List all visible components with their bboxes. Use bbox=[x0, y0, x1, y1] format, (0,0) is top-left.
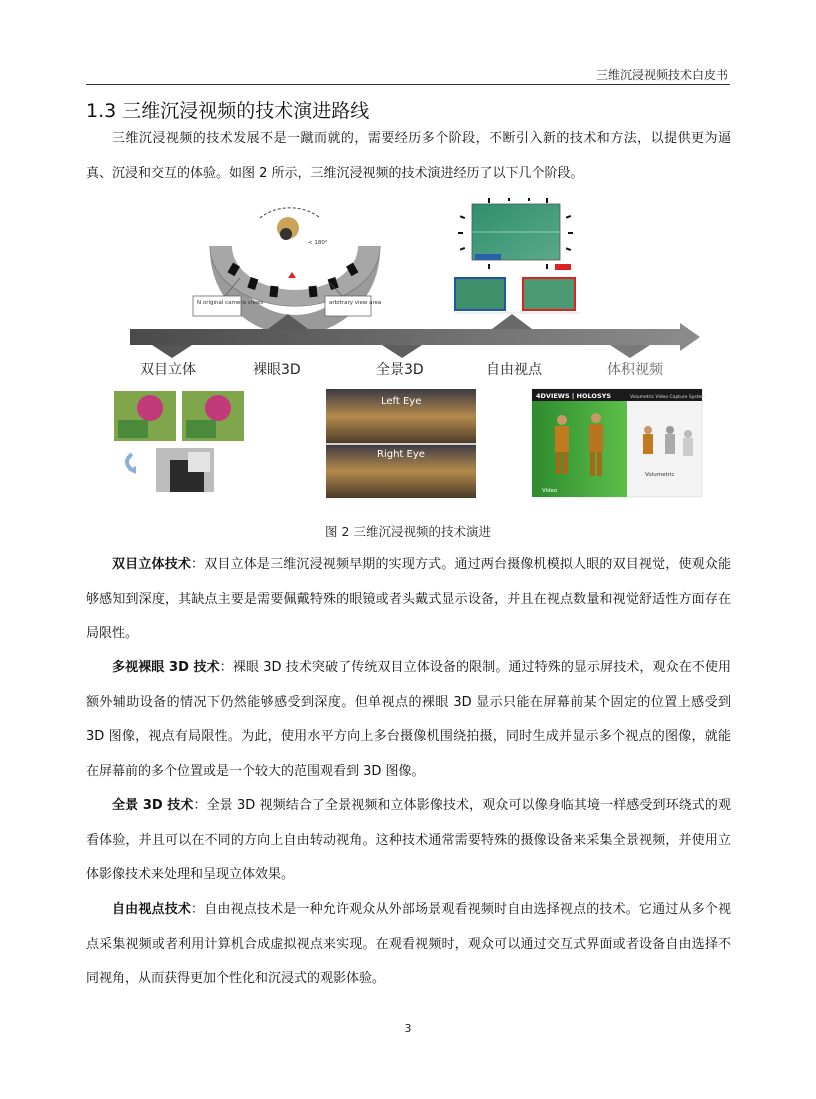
original-views-label: N original camera views bbox=[197, 300, 264, 306]
section-title: 1.3 三维沉浸视频的技术演进路线 bbox=[86, 100, 370, 122]
term-free-viewpoint: 自由视点技术 bbox=[112, 902, 192, 917]
term-naked-eye: 多视裸眼 3D 技术 bbox=[112, 660, 220, 675]
right-eye-label: Right Eye bbox=[377, 449, 425, 460]
stage-label-4: 自由视点 bbox=[486, 362, 542, 378]
evolution-figure bbox=[110, 198, 710, 504]
header-rule bbox=[86, 84, 730, 85]
free-viewpoint-inset bbox=[455, 198, 580, 313]
stage-labels bbox=[140, 361, 664, 378]
volumetric-label: Volumetric bbox=[645, 472, 675, 478]
paragraph-free-viewpoint bbox=[86, 893, 731, 997]
video-label: Video bbox=[542, 488, 558, 494]
term-binocular: 双目立体技术 bbox=[112, 557, 192, 572]
figure-caption: 图 2 三维沉浸视频的技术演进 bbox=[325, 524, 491, 539]
text-naked-eye: ：裸眼 3D 技术突破了传统双目立体设备的限制。通过特殊的显示屏技术，观众在不使用额外辅助设备的情况下仍然能够感受到深度。但单视点的裸眼 3D 显示只能在屏幕前某个固定的位置上感受到 3D 图像，视点有局限性。为此，使用水平方向上多台摄像机围绕拍摄，同时生成并显示多个视点的图像，就能在屏幕前的多个位置或是一个较大的范围观看到 3D 图像。 bbox=[86, 660, 732, 779]
text-binocular: ：双目立体是三维沉浸视频早期的实现方式。通过两台摄像机模拟人眼的双目视觉，使观众能够感知到深度，其缺点主要是需要佩戴特殊的眼镜或者头戴式显示设备，并且在视点数量和视觉舒适性方面存在局限性。 bbox=[86, 557, 731, 641]
paragraph-panorama bbox=[86, 789, 731, 893]
timeline-arrow bbox=[130, 314, 700, 358]
evolution-diagram bbox=[110, 198, 710, 504]
stage-label-5: 体积视频 bbox=[607, 362, 663, 378]
running-header: 三维沉浸视频技术白皮书 bbox=[595, 68, 728, 82]
volumetric-video-image bbox=[532, 389, 706, 497]
paragraph-binocular bbox=[86, 548, 731, 652]
brand-label: 4DVIEWS | HOLOSYS bbox=[536, 392, 612, 400]
text-free-viewpoint: ：自由视点技术是一种允许观众从外部场景观看视频时自由选择视点的技术。它通过从多个视点采集视频或者利用计算机合成虚拟视点来实现。在观看视频时，观众可以通过交互式界面或者设备自由选择不同视角，从而获得更加个性化和沉浸式的观影体验。 bbox=[86, 902, 731, 986]
brand-subtitle: Volumetric Video Capture System bbox=[630, 395, 706, 400]
page-number: 3 bbox=[404, 1022, 412, 1035]
term-panorama: 全景 3D 技术 bbox=[112, 798, 194, 813]
text-panorama: ：全景 3D 视频结合了全景视频和立体影像技术，观众可以像身临其境一样感受到环绕式的观看体验，并且可以在不同的方向上自由转动视角。这种技术通常需要特殊的摄像设备来采集全景视频，并使用立体影像技术来处理和呈现立体效果。 bbox=[86, 798, 731, 882]
angle-label: < 180° bbox=[308, 240, 328, 246]
left-eye-label: Left Eye bbox=[381, 396, 422, 407]
paragraph-naked-eye bbox=[86, 651, 731, 789]
intro-paragraph: 三维沉浸视频的技术发展不是一蹴而就的，需要经历多个阶段，不断引入新的技术和方法，以提供更为逼真、沉浸和交互的体验。如图 2 所示，三维沉浸视频的技术演进经历了以下几个阶段。 bbox=[86, 131, 731, 181]
stage-label-1: 双目立体 bbox=[140, 362, 196, 378]
stereo-images bbox=[114, 391, 244, 492]
stage-label-2: 裸眼3D bbox=[253, 362, 301, 378]
stage-label-3: 全景3D bbox=[376, 362, 424, 378]
panorama-3d-image bbox=[326, 389, 476, 498]
arbitrary-view-label: arbitrary view area bbox=[329, 300, 382, 306]
